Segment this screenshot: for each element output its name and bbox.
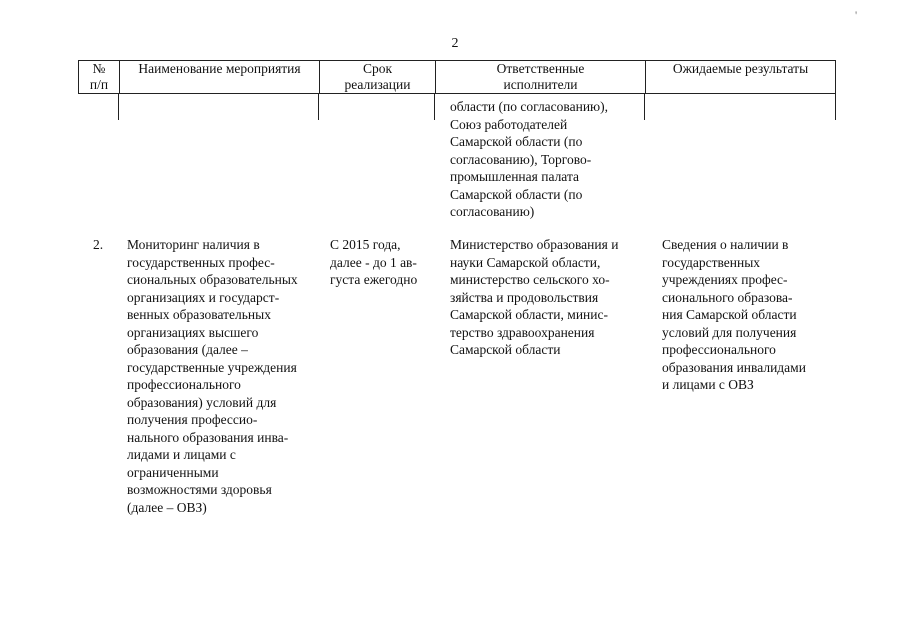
page-number: 2 <box>451 36 459 51</box>
header-executors: Ответственные исполнители <box>435 61 645 93</box>
row-executors: Министерство образования и науки Самарской области, министерство сельского хо- зяйства и продовольствия Самарской области, минис- терство здравоохранения Самарской области <box>450 237 619 357</box>
header-number: № п/п <box>89 61 109 92</box>
column-line <box>318 94 319 120</box>
column-line <box>434 94 435 120</box>
header-term: Срок реализации <box>319 61 435 93</box>
row-results: Сведения о наличии в государственных учреждениях профес- сионального образова- ния Самарской области условий для получения профессионального образования инвалидами и лицами с ОВЗ <box>662 237 806 392</box>
column-line <box>118 94 119 120</box>
column-line <box>835 94 836 120</box>
row-name: Мониторинг наличия в государственных профес- сиональных образовательных организациях и государст- венных образовательных организациях высшего образования (далее – государственные учреждения профессионального образования) условий для получения профессио- нального образования инва- лидами и лицами с ограниченными возможностями здоровья (далее – ОВЗ) <box>127 237 298 515</box>
row-number: 2. <box>93 237 104 252</box>
header-name: Наименование мероприятия <box>119 61 319 93</box>
continuation-executors: области (по согласованию), Союз работодателей Самарской области (по согласованию), Торгово- промышленная палата Самарской области (по согласованию) <box>450 99 609 219</box>
header-results: Ожидаемые результаты <box>645 61 835 93</box>
row-term: С 2015 года, далее - до 1 ав- густа ежегодно <box>330 237 418 287</box>
table-header <box>78 60 836 94</box>
corner-mark: ' <box>855 8 858 22</box>
